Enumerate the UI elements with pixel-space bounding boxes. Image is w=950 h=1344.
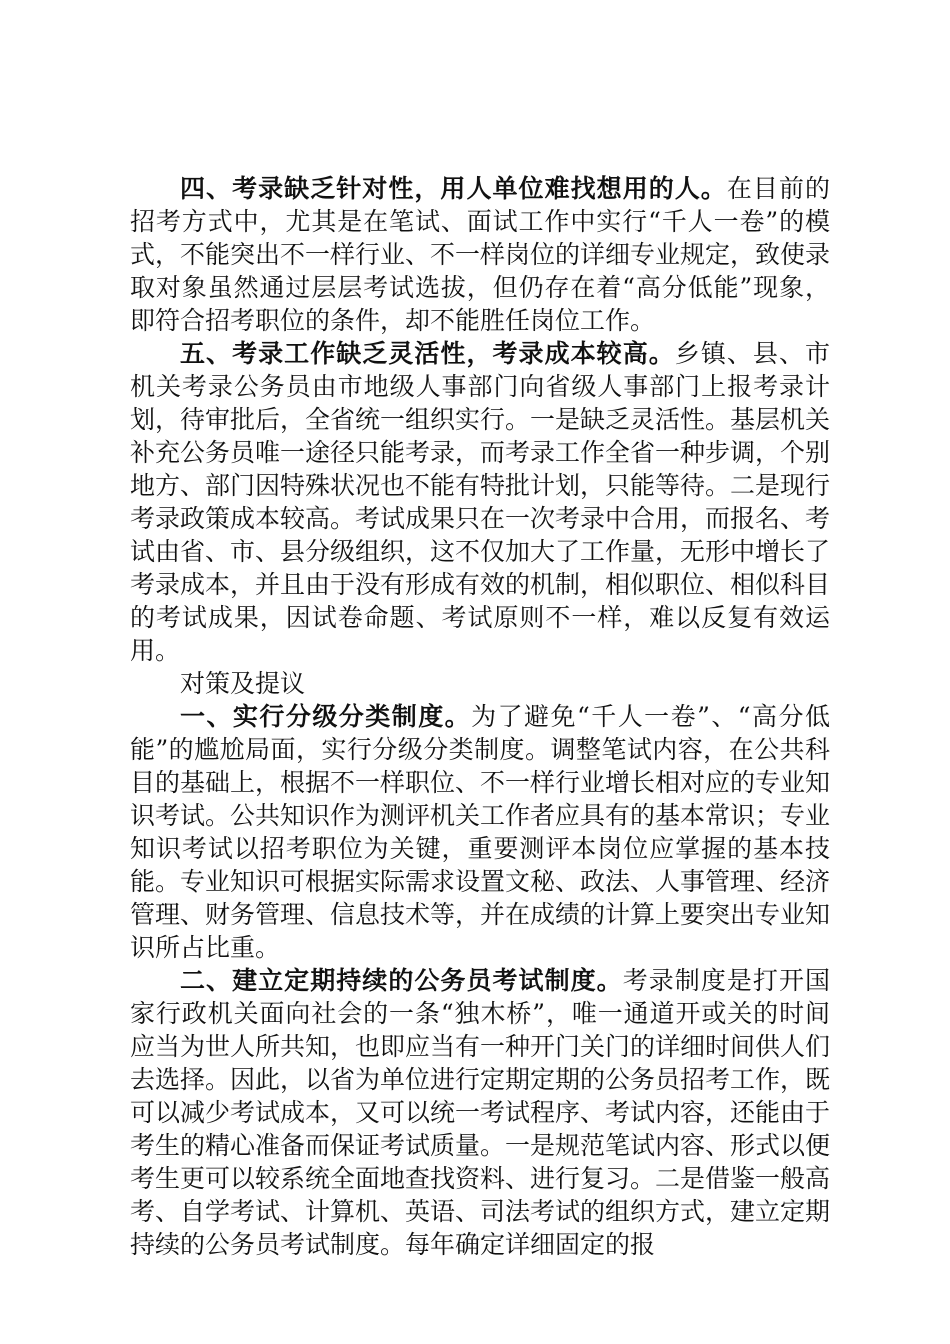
- paragraph-heading: 二、建立定期持续的公务员考试制度。: [180, 966, 623, 995]
- paragraph-body: 乡镇、县、市机关考录公务员由市地级人事部门向省级人事部门上报考录计划，待审批后，全省统一组织实行。一是缺乏灵活性。基层机关补充公务员唯一途径只能考录，而考录工作全省一种步调，个别地方、部门因特殊状况也不能有特批计划，只能等待。二是现行考录政策成本较高。考试成果只在一次考录中合用，而报名、考试由省、市、县分级组织，这不仅加大了工作量，无形中增长了考录成本，并且由于没有形成有效的机制，相似职位、相似科目的考试成果，因试卷命题、考试原则不一样，难以反复有效运用。: [130, 339, 831, 665]
- paragraph-heading: 四、考录缺乏针对性，用人单位难找想用的人。: [180, 174, 727, 203]
- paragraph-heading: 五、考录工作缺乏灵活性，考录成本较高。: [180, 339, 675, 368]
- paragraph-heading: 一、实行分级分类制度。: [180, 702, 472, 731]
- paragraph-body: 考录制度是打开国家行政机关面向社会的一条“独木桥”，唯一通道开或关的时间应当为世人所共知，也即应当有一种开门关门的详细时间供人们去选择。因此，以省为单位进行定期定期的公务员招考工作，既可以减少考试成本，又可以统一考试程序、考试内容，还能由于考生的精心准备而保证考试质量。一是规范笔试内容、形式以便考生更可以较系统全面地查找资料、进行复习。二是借鉴一般高考、自学考试、计算机、英语、司法考试的组织方式，建立定期持续的公务员考试制度。每年确定详细固定的报: [130, 966, 831, 1259]
- paragraph-5: [130, 337, 830, 667]
- recommendation-1: [130, 700, 830, 964]
- recommendation-2: [130, 964, 830, 1261]
- paragraph-body: 在目前的招考方式中，尤其是在笔试、面试工作中实行“千人一卷”的模式，不能突出不一样行业、不一样岗位的详细专业规定，致使录取对象虽然通过层层考试选拔，但仍存在着“高分低能”现象，即符合招考职位的条件，却不能胜任岗位工作。: [130, 174, 831, 335]
- document-page: [130, 172, 830, 1261]
- paragraph-body: 为了避免“千人一卷”、“高分低能”的尴尬局面，实行分级分类制度。调整笔试内容，在公共科目的基础上，根据不一样职位、不一样行业增长相对应的专业知识考试。公共知识作为测评机关工作者应具有的基本常识；专业知识考试以招考职位为关键，重要测评本岗位应掌握的基本技能。专业知识可根据实际需求设置文秘、政法、人事管理、经济管理、财务管理、信息技术等，并在成绩的计算上要突出专业知识所占比重。: [130, 702, 831, 962]
- section-title: 对策及提议: [180, 669, 306, 698]
- paragraph-4: [130, 172, 830, 337]
